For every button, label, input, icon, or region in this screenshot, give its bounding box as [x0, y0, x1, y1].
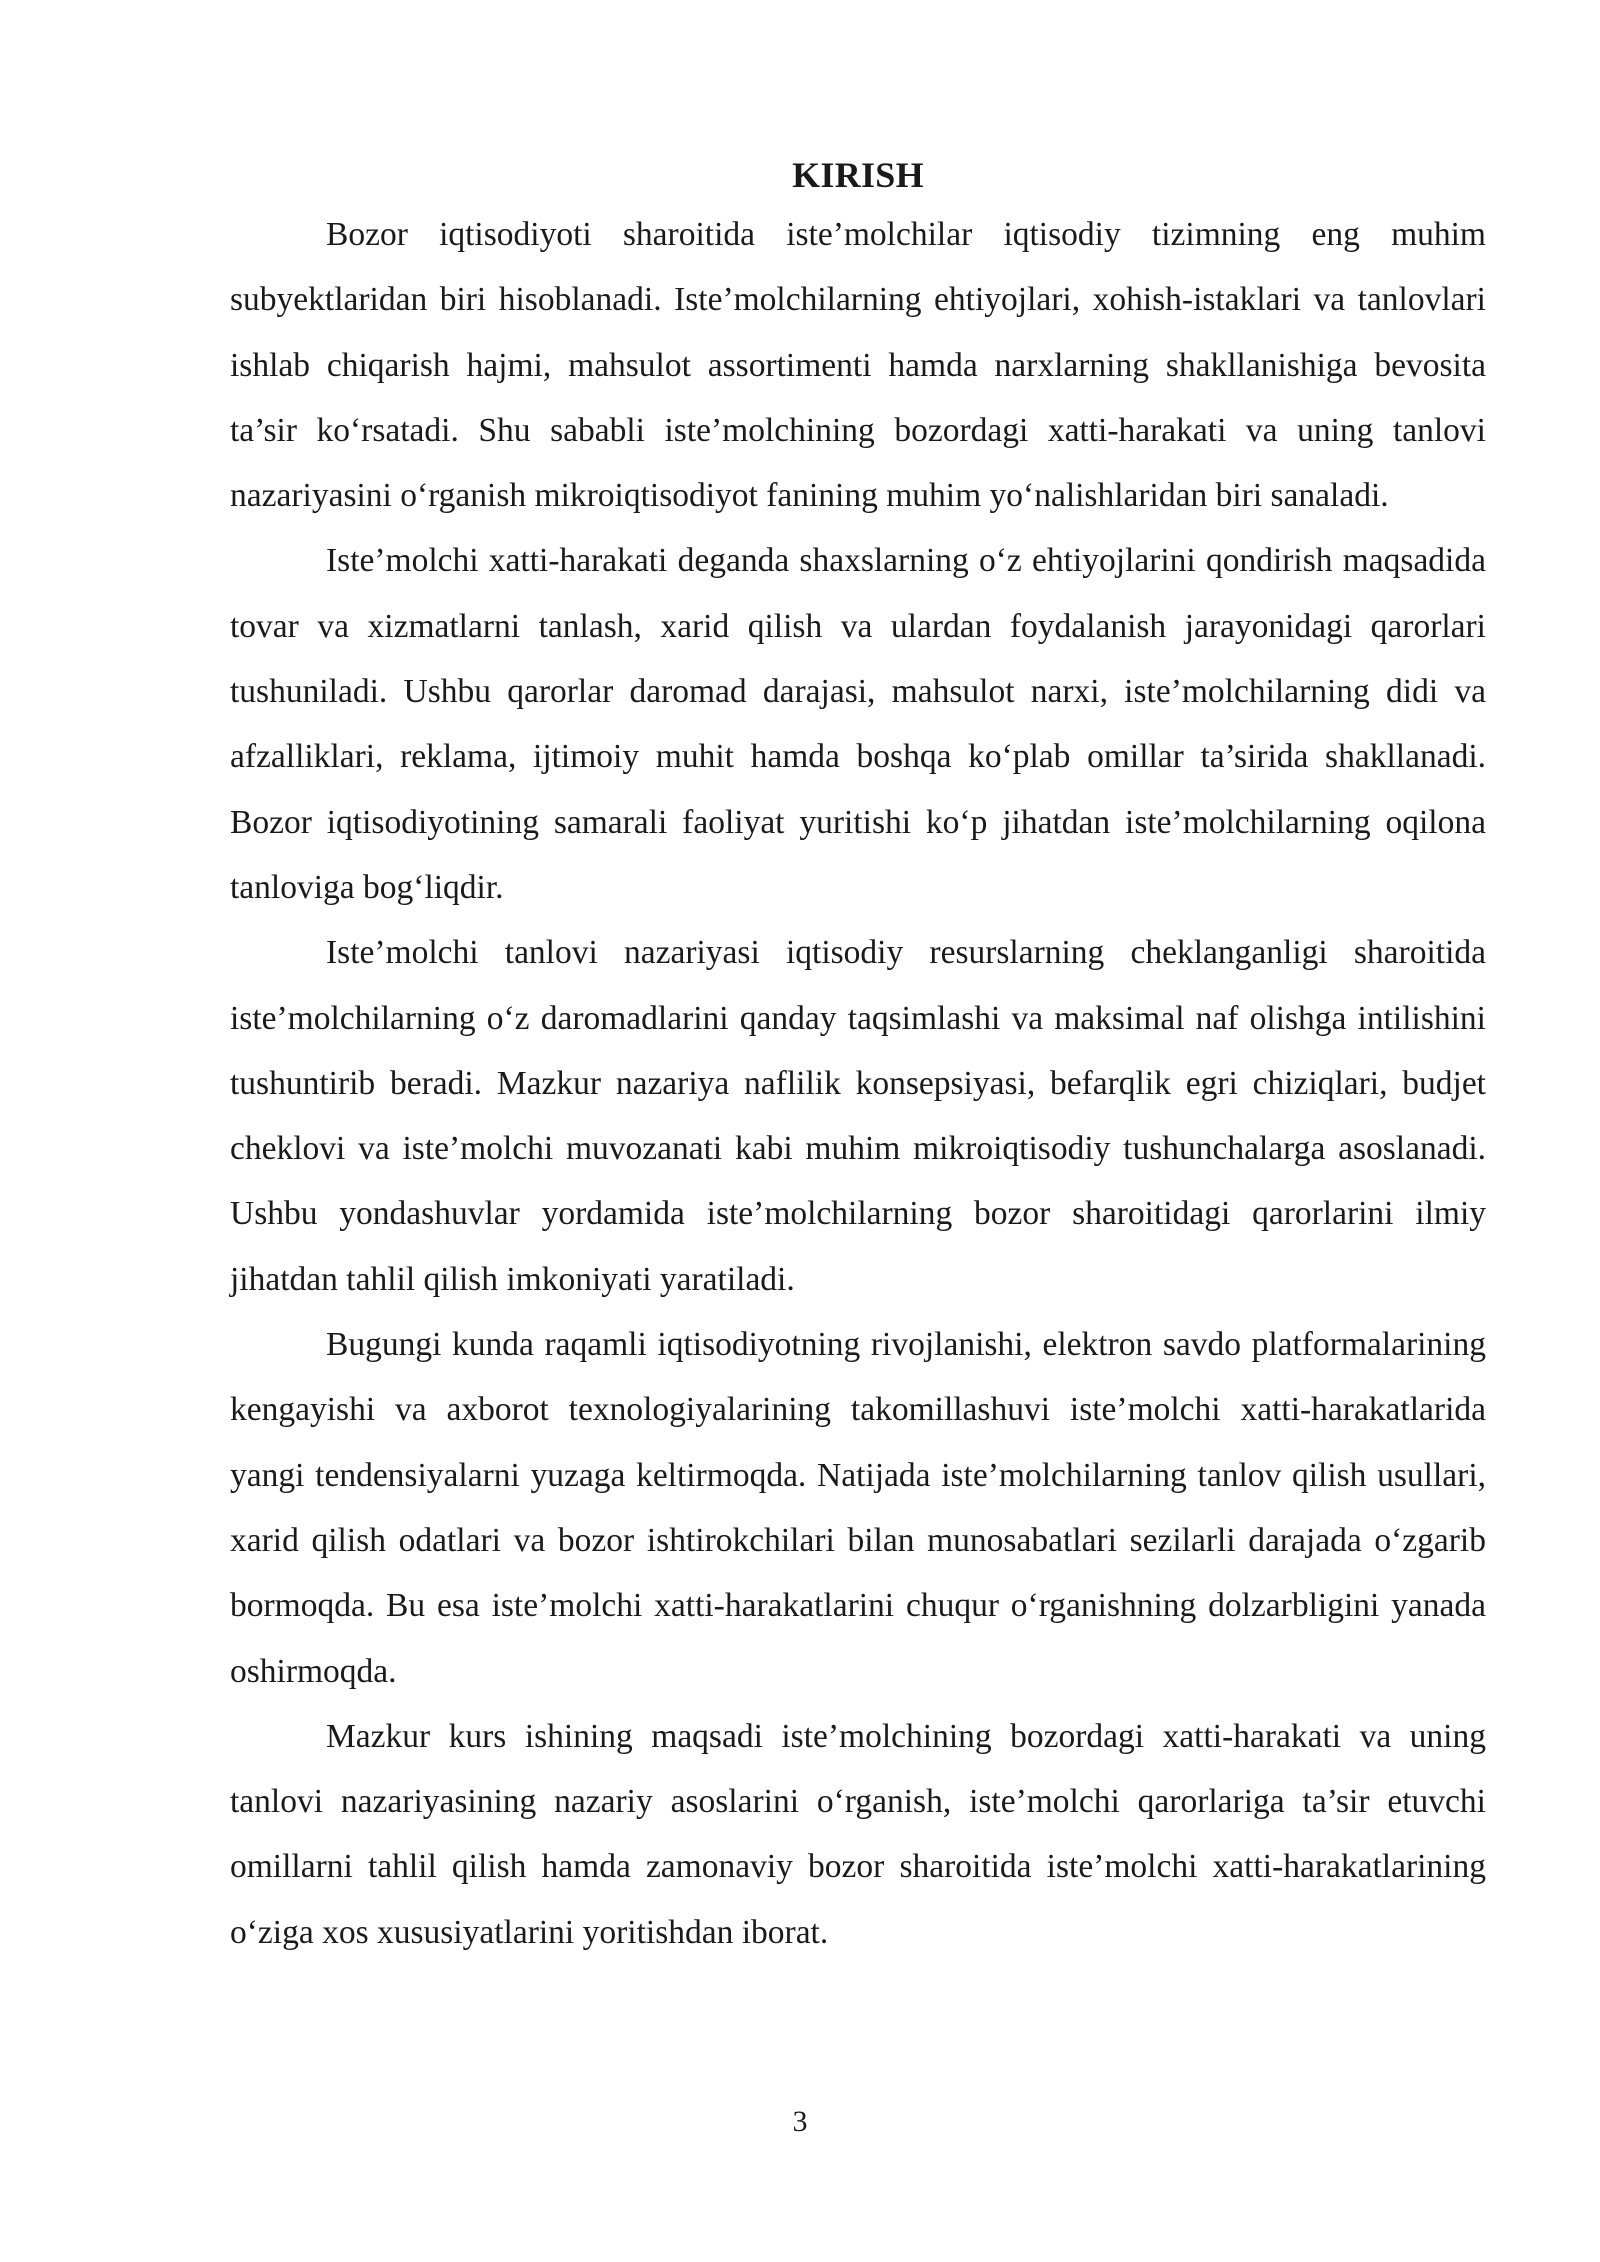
- paragraph-1: Bozor iqtisodiyoti sharoitida iste’molchilar iqtisodiy tizimning eng muhim subyektlaridan biri hisoblanadi. Iste’molchilarning ehtiyojlari, xohish-istaklari va tanlovlari ishlab chiqarish hajmi, mahsulot assortimenti hamda narxlarning shakllanishiga bevosita ta’sir ko‘rsatadi. Shu sababli iste’molchining bozordagi xatti-harakati va uning tanlovi nazariyasini o‘rganish mikroiqtisodiyot fanining muhim yo‘nalishlaridan biri sanaladi.: [230, 216, 1486, 515]
- page-content: [230, 148, 1486, 1965]
- paragraph-5: Mazkur kurs ishining maqsadi iste’molchining bozordagi xatti-harakati va uning tanlovi nazariyasining nazariy asoslarini o‘rganish, iste’molchi qarorlariga ta’sir etuvchi omillarni tahlil qilish hamda zamonaviy bozor sharoitida iste’molchi xatti-harakatlarining o‘ziga xos xususiyatlarini yoritishdan iborat.: [230, 1717, 1486, 1951]
- section-title: KIRISH: [792, 155, 924, 195]
- page-number: 3: [792, 2105, 808, 2138]
- paragraph-3: Iste’molchi tanlovi nazariyasi iqtisodiy resurslarning cheklanganligi sharoitida iste’molchilarning o‘z daromadlarini qanday taqsimlashi va maksimal naf olishga intilishini tushuntirib beradi. Mazkur nazariya naflilik konsepsiyasi, befarqlik egri chiziqlari, budjet cheklovi va iste’molchi muvozanati kabi muhim mikroiqtisodiy tushunchalarga asoslanadi. Ushbu yondashuvlar yordamida iste’molchilarning bozor sharoitidagi qarorlarini ilmiy jihatdan tahlil qilish imkoniyati yaratiladi.: [230, 934, 1486, 1298]
- paragraph-2: Iste’molchi xatti-harakati deganda shaxslarning o‘z ehtiyojlarini qondirish maqsadida tovar va xizmatlarni tanlash, xarid qilish va ulardan foydalanish jarayonidagi qarorlari tushuniladi. Ushbu qarorlar daromad darajasi, mahsulot narxi, iste’molchilarning didi va afzalliklari, reklama, ijtimoiy muhit hamda boshqa ko‘plab omillar ta’sirida shakllanadi. Bozor iqtisodiyotining samarali faoliyat yuritishi ko‘p jihatdan iste’molchilarning oqilona tanloviga bog‘liqdir.: [230, 542, 1486, 906]
- paragraph-4: Bugungi kunda raqamli iqtisodiyotning rivojlanishi, elektron savdo platformalarining kengayishi va axborot texnologiyalarining takomillashuvi iste’molchi xatti-harakatlarida yangi tendensiyalarni yuzaga keltirmoqda. Natijada iste’molchilarning tanlov qilish usullari, xarid qilish odatlari va bozor ishtirokchilari bilan munosabatlari sezilarli darajada o‘zgarib bormoqda. Bu esa iste’molchi xatti-harakatlarini chuqur o‘rganishning dolzarbligini yanada oshirmoqda.: [230, 1326, 1486, 1690]
